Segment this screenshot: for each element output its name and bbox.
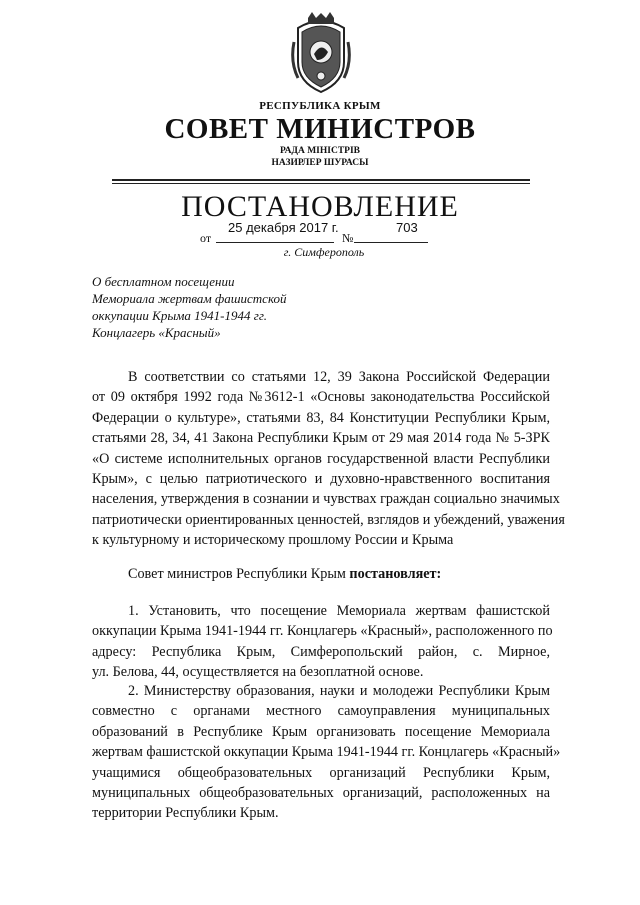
- item-2-paragraph: [92, 681, 561, 824]
- text-line: патриотически ориентированных ценностей, взглядов и убеждений, уважения: [92, 511, 565, 528]
- text-line: населения, утверждения в сознании и чувствах граждан социально значимых: [92, 491, 560, 508]
- decree-title: ПОСТАНОВЛЕНИЕ: [181, 190, 459, 223]
- text-line: образований в Республике Крым организовать посещение Мемориала: [92, 723, 550, 740]
- text-line: Крым», с целью патриотического и духовно-нравственного воспитания: [92, 471, 550, 488]
- decides-prefix: Совет министров Республики Крым: [128, 566, 346, 582]
- item-1-paragraph: [92, 601, 553, 683]
- text-line: оккупации Крыма 1941-1944 гг. Концлагерь «Красный», расположенного по: [92, 623, 553, 640]
- city: г. Симферополь: [283, 245, 365, 259]
- council-title-ukrainian: РАДА МІНІСТРІВ: [279, 146, 360, 156]
- text-line: адресу: Республика Крым, Симферопольский район, с. Мирное,: [92, 643, 550, 660]
- decides-keyword: постановляет:: [349, 566, 442, 582]
- subject-line: оккупации Крыма 1941-1944 гг.: [92, 308, 267, 323]
- date-underline: [216, 242, 334, 243]
- text-line: статьями 28, 34, 41 Закона Республики Крым от 29 мая 2014 года № 5-ЗРК: [92, 430, 550, 447]
- decides-statement: [128, 566, 441, 583]
- text-line: совместно с органами местного самоуправления муниципальных: [92, 703, 550, 720]
- text-line: муниципальных общеобразовательных организаций, расположенных на: [92, 785, 550, 802]
- text-line: ул. Белова, 44, осуществляется на безоплатной основе.: [92, 664, 424, 681]
- text-line: 1. Установить, что посещение Мемориала жертвам фашистской: [128, 603, 550, 619]
- subject-line: Мемориала жертвам фашистской: [92, 291, 287, 306]
- council-title: СОВЕТ МИНИСТРОВ: [164, 113, 476, 145]
- subject-line: Концлагерь «Красный»: [92, 325, 221, 340]
- subject-line: О бесплатном посещении: [92, 274, 235, 289]
- text-line: учащимися общеобразовательных организаций Республики Крым,: [92, 764, 550, 781]
- text-line: Федерации о культуре», статьями 83, 84 Конституции Республики Крым,: [92, 409, 550, 426]
- number-label: №: [342, 231, 354, 245]
- header-divider: [112, 179, 530, 181]
- decree-date-line: [200, 222, 440, 244]
- text-line: от 09 октября 1992 года №3612-1 «Основы законодательства Российской: [92, 389, 550, 406]
- text-line: территории Республики Крым.: [92, 805, 279, 822]
- coat-of-arms-emblem: [290, 12, 352, 94]
- decree-subject: [92, 273, 287, 341]
- text-line: 2. Министерству образования, науки и молодежи Республики Крым: [128, 683, 550, 699]
- header-divider-thin: [112, 183, 530, 184]
- number-underline: [354, 242, 428, 243]
- text-line: жертвам фашистской оккупации Крыма 1941-1944 гг. Концлагерь «Красный»: [92, 744, 561, 761]
- text-line: В соответствии со статьями 12, 39 Закона Российской Федерации: [128, 369, 550, 385]
- decree-date: 25 декабря 2017 г.: [228, 220, 339, 235]
- text-line: «О системе исполнительных органов государственной власти Республики: [92, 450, 550, 467]
- council-title-crimean-tatar: НАЗИРЛЕР ШУРАСЫ: [271, 158, 369, 168]
- decree-number: 703: [396, 220, 418, 235]
- from-label: от: [200, 231, 212, 245]
- text-line: к культурному и историческому прошлому России и Крыма: [92, 532, 454, 549]
- preamble-paragraph: [92, 367, 565, 551]
- republic-name: РЕСПУБЛИКА КРЫМ: [259, 100, 381, 112]
